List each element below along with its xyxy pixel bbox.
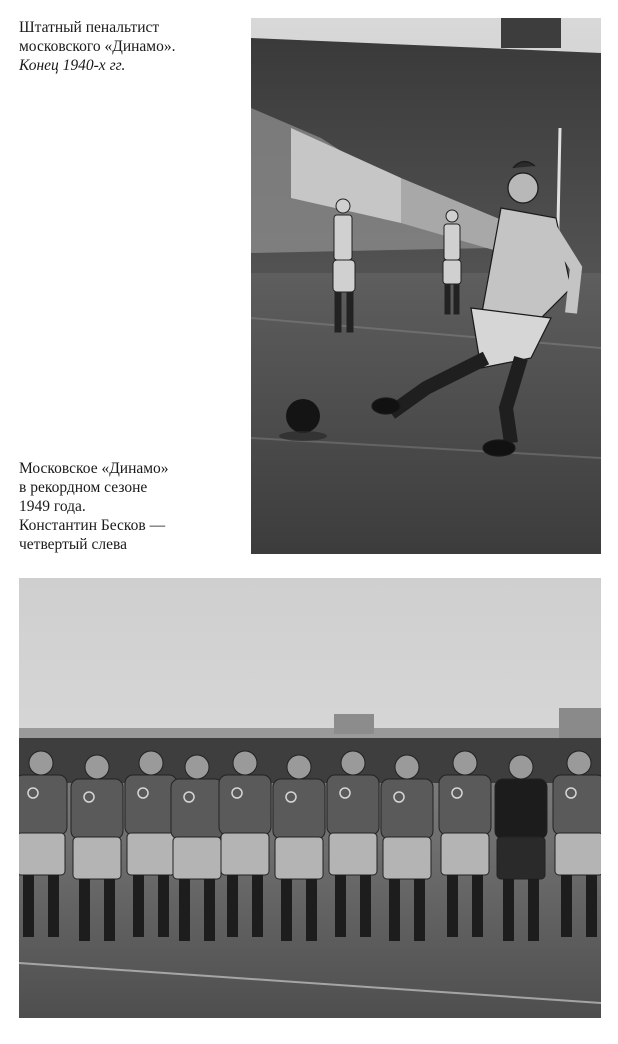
caption-line: Московское «Динамо»: [19, 460, 169, 477]
caption-date: Конец 1940-х гг.: [19, 57, 126, 74]
caption-line: московского «Динамо».: [19, 38, 176, 55]
caption-line: в рекордном сезоне: [19, 479, 148, 496]
caption-line: 1949 года.: [19, 498, 86, 515]
caption-line: Константин Бесков —: [19, 517, 166, 534]
caption-line: четвертый слева: [19, 536, 127, 553]
caption-penalty-taker: [19, 18, 247, 75]
photo-penalty-kick: [251, 18, 601, 554]
caption-team-photo: [19, 459, 247, 554]
photo-dynamo-team-lineup: [19, 578, 601, 1018]
caption-line: Штатный пенальтист: [19, 19, 160, 36]
